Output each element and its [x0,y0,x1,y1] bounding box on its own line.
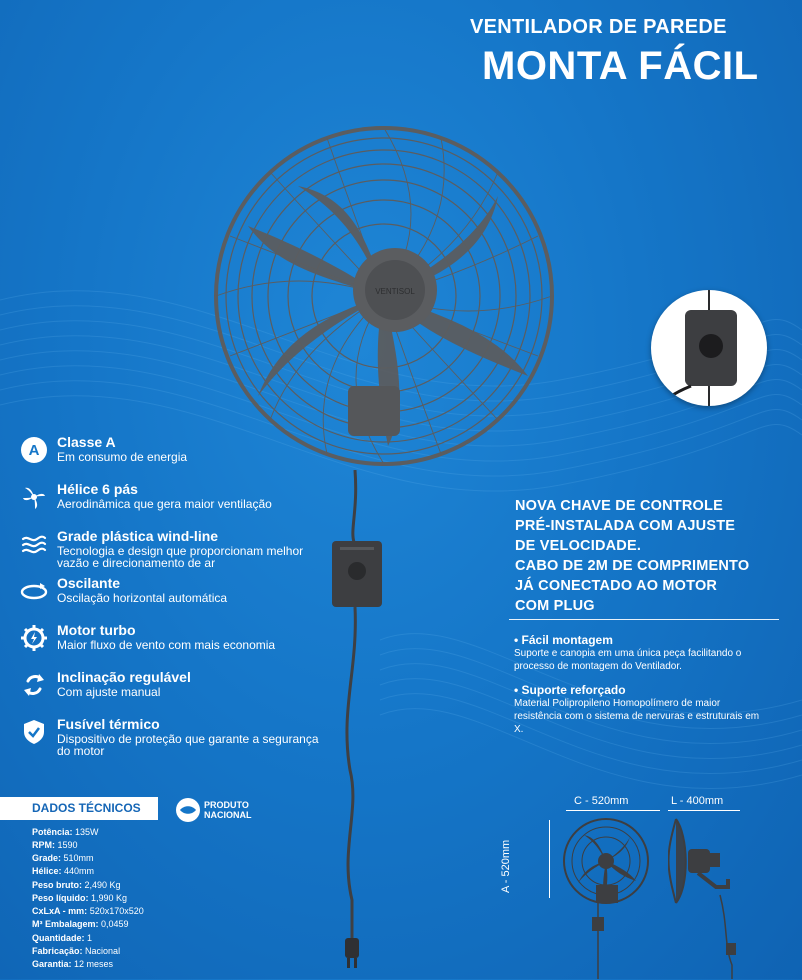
tilt-arrows-icon [20,671,48,699]
feature-title: Inclinação regulável [57,669,191,685]
product-title: MONTA FÁCIL [482,44,759,88]
dimension-height-line [549,820,550,898]
fan-side-view-image [668,815,748,979]
spec-row: RPM: 1590 [32,840,78,850]
feature-title: Hélice 6 pás [57,481,138,497]
fan-hub-logo: VENTISOL [375,287,415,296]
wind-lines-icon [20,530,48,558]
feature-title: Classe A [57,434,116,450]
spec-row: Quantidade: 1 [32,933,93,943]
produto-nacional-badge [174,797,274,823]
bullet-desc: Suporte e canopia em uma única peça facilitando o processo de montagem do Ventilador. [514,648,742,672]
wall-fan-image [198,126,570,498]
feature-title: Fusível térmico [57,716,160,732]
spec-row: Fabricação: Nacional [32,946,121,956]
bullet-facil-montagem [514,633,764,673]
shield-check-icon [20,718,48,746]
bullet-title: • Fácil montagem [514,633,613,647]
dimension-depth-label: L - 400mm [671,795,724,807]
feature-desc: Oscilação horizontal automática [57,591,228,605]
feature-desc: Aerodinâmica que gera maior ventilação [57,497,272,511]
spec-row: M³ Embalagem: 0,0459 [32,919,129,929]
dimension-width-label: C - 520mm [574,795,629,807]
promo-line: NOVA CHAVE DE CONTROLE [515,498,723,514]
spec-row: Garantia: 12 meses [32,959,114,969]
promo-line: PRÉ-INSTALADA COM AJUSTE [515,518,736,534]
speed-control-switch-image [332,541,382,607]
product-subtitle: VENTILADOR DE PAREDE [470,16,727,38]
promo-line: COM PLUG [515,598,595,614]
feature-desc: Com ajuste manual [57,685,161,699]
fan-blades-icon [20,483,48,511]
feature-title: Grade plástica wind-line [57,528,219,544]
switch-closeup-icon [651,290,767,406]
feature-desc: Em consumo de energia [57,450,188,464]
spec-row: Potência: 135W [32,827,99,837]
feature-title: Motor turbo [57,622,136,638]
svg-text:NACIONAL: NACIONAL [204,810,252,820]
feature-desc: Dispositivo de proteção que garante a segurança do motor [57,732,319,758]
datasheet-title: DADOS TÉCNICOS [32,801,141,815]
oscillation-icon [20,577,48,605]
divider [509,619,779,620]
bullet-desc: Material Polipropileno Homopolímero de maior resistência com o sistema de nervuras e estruturais em X. [514,698,760,735]
feature-desc: Maior fluxo de vento com mais economia [57,638,276,652]
feature-title: Oscilante [57,575,121,591]
feature-desc: Tecnologia e design que proporcionam melhor vazão e direcionamento de ar [57,544,304,570]
spec-row: Grade: 510mm [32,853,94,863]
spec-row: CxLxA - mm: 520x170x520 [32,906,144,916]
energy-class-a-icon [20,436,48,464]
spec-row: Hélice: 440mm [32,866,95,876]
bullet-suporte-reforcado [514,683,764,736]
dimension-height-label: A - 520mm [500,839,512,893]
dimension-depth-line [668,810,740,811]
spec-row: Peso líquido: 1,990 Kg [32,893,128,903]
motor-gear-icon [20,624,48,652]
spec-row: Peso bruto: 2,490 Kg [32,880,121,890]
promo-line: JÁ CONECTADO AO MOTOR [515,578,718,594]
fan-front-view-image [560,815,660,979]
bullet-title: • Suporte reforçado [514,683,626,697]
promo-line: CABO DE 2M DE COMPRIMENTO [515,558,750,574]
dimension-width-line [566,810,660,811]
control-switch-closeup [651,290,767,406]
svg-text:PRODUTO: PRODUTO [204,800,249,810]
svg-text:A: A [28,442,40,459]
promo-line: DE VELOCIDADE. [515,538,642,554]
promo-text [515,496,785,616]
